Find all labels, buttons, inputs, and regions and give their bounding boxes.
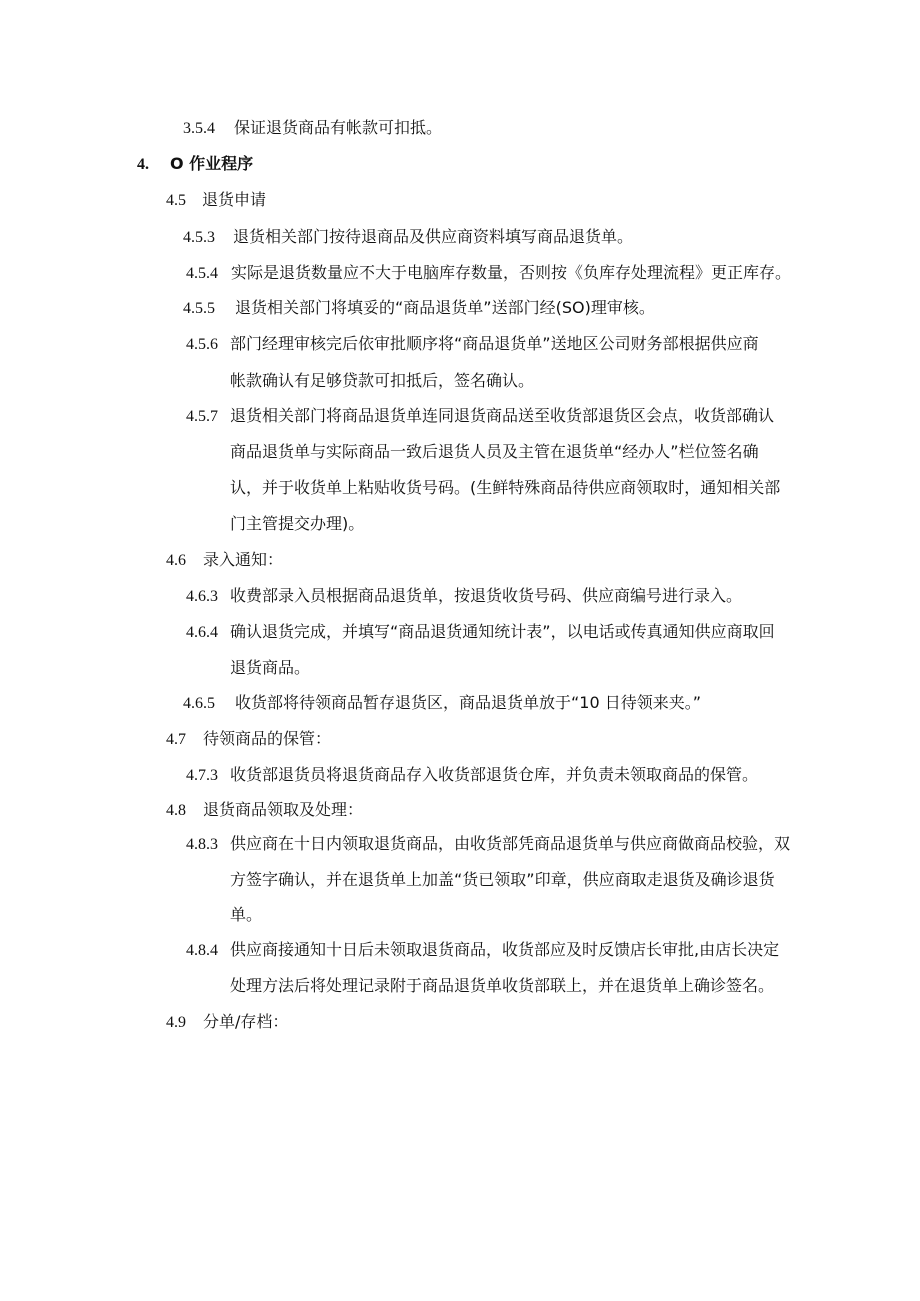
clause-number: 4.8.3 [186, 836, 218, 853]
section-heading-4 [137, 153, 253, 176]
clause-4-6-5 [183, 692, 701, 715]
clause-4-5-6-cont [230, 370, 534, 392]
clause-number: 4.9 [166, 1014, 186, 1031]
clause-text: 保证退货商品有帐款可扣抵。 [234, 118, 443, 137]
clause-text: 分单/存档： [203, 1012, 289, 1031]
clause-number: 4.6 [166, 552, 186, 569]
clause-4-8 [166, 799, 363, 822]
clause-4-5-6 [186, 333, 759, 356]
clause-text: 认，并于收货单上粘贴收货号码。(生鲜特殊商品待供应商领取时，通知相关部 [230, 478, 781, 497]
clause-text: 录入通知： [203, 550, 284, 569]
clause-text: 供应商接通知十日后未领取退货商品，收货部应及时反馈店长审批,由店长决定 [230, 940, 780, 959]
clause-text: 退货商品。 [230, 658, 311, 677]
clause-4-6-4-cont [230, 657, 310, 679]
clause-text: 门主管提交办理)。 [230, 514, 365, 533]
clause-text: 待领商品的保管： [203, 729, 332, 748]
clause-text: 退货商品领取及处理： [203, 800, 364, 819]
clause-number: 4.5.6 [186, 336, 218, 353]
clause-4-8-4-cont [230, 975, 774, 997]
clause-text: 收货部将待领商品暂存退货区，商品退货单放于“10 日待领来夹。” [235, 693, 702, 712]
clause-number: 3.5.4 [183, 120, 215, 137]
clause-number: 4.8.4 [186, 942, 218, 959]
clause-4-5-7 [186, 405, 774, 428]
clause-4-6-4 [186, 621, 775, 644]
clause-text: 退货申请 [202, 190, 267, 209]
clause-text: 退货相关部门将商品退货单连同退货商品送至收货部退货区会点，收货部确认 [230, 406, 775, 425]
clause-number: 4.5.4 [186, 265, 218, 282]
clause-4-7 [166, 728, 331, 751]
clause-text: 收费部录入员根据商品退货单，按退货收货号码、供应商编号进行录入。 [230, 586, 743, 605]
clause-number: 4.8 [166, 802, 186, 819]
clause-4-5-3 [183, 226, 633, 249]
clause-text: 商品退货单与实际商品一致后退货人员及主管在退货单“经办人”栏位签名确 [230, 442, 759, 461]
clause-4-6-3 [186, 585, 742, 608]
clause-text: 处理方法后将处理记录附于商品退货单收货部联上，并在退货单上确诊签名。 [230, 976, 775, 995]
clause-text: 方签字确认，并在退货单上加盖“货已领取”印章，供应商取走退货及确诊退货 [230, 870, 775, 889]
clause-4-5 [166, 189, 266, 212]
clause-text: 帐款确认有足够贷款可扣抵后，签名确认。 [230, 371, 535, 390]
clause-text: 实际是退货数量应不大于电脑库存数量，否则按《负库存处理流程》更正库存。 [231, 263, 792, 282]
clause-4-6 [166, 549, 283, 572]
clause-number: 4.5.3 [183, 229, 215, 246]
clause-text: 确认退货完成，并填写“商品退货通知统计表”，以电话或传真通知供应商取回 [230, 622, 775, 641]
clause-number: 4.6.5 [183, 695, 215, 712]
clause-number: 4.5 [166, 192, 186, 209]
clause-4-8-4 [186, 939, 779, 962]
clause-text: 退货相关部门将填妥的“商品退货单”送部门经(SO)理审核。 [235, 298, 655, 317]
clause-3-5-4 [183, 117, 442, 140]
clause-number: 4.5.7 [186, 408, 218, 425]
clause-number: 4.7 [166, 731, 186, 748]
clause-number: 4.6.4 [186, 624, 218, 641]
clause-4-5-4 [186, 262, 791, 285]
clause-number: 4.7.3 [186, 767, 218, 784]
clause-4-7-3 [186, 764, 758, 787]
clause-4-5-7-cont-1 [230, 441, 759, 463]
clause-4-5-5 [183, 297, 655, 320]
clause-number: 4.6.3 [186, 588, 218, 605]
section-title: O 作业程序 [170, 154, 254, 173]
clause-text: 退货相关部门按待退商品及供应商资料填写商品退货单。 [233, 227, 634, 246]
clause-number: 4.5.5 [183, 300, 215, 317]
clause-4-8-3 [186, 833, 790, 856]
clause-text: 部门经理审核完后依审批顺序将“商品退货单”送地区公司财务部根据供应商 [230, 334, 759, 353]
section-number: 4. [137, 156, 149, 173]
clause-4-5-7-cont-3 [230, 513, 364, 535]
clause-4-9 [166, 1011, 288, 1034]
clause-4-8-3-cont-1 [230, 869, 775, 891]
clause-text: 收货部退货员将退货商品存入收货部退货仓库，并负责未领取商品的保管。 [230, 765, 759, 784]
clause-4-8-3-cont-2 [230, 904, 262, 926]
clause-text: 供应商在十日内领取退货商品，由收货部凭商品退货单与供应商做商品校验，双 [230, 834, 791, 853]
clause-4-5-7-cont-2 [230, 477, 780, 499]
clause-text: 单。 [230, 905, 263, 924]
